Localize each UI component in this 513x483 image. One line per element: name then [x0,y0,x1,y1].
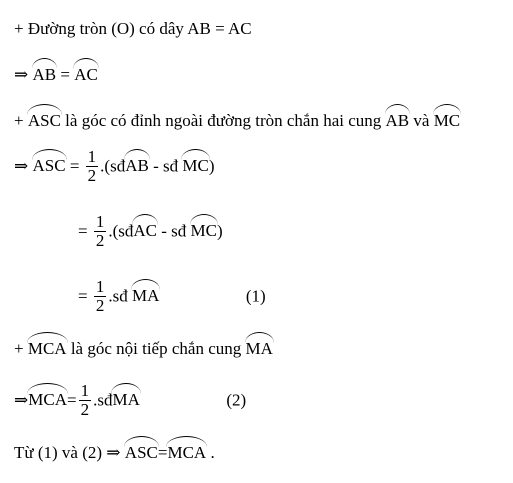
plus-symbol: + [14,339,24,358]
implies-symbol: ⇒ [14,156,29,176]
line-arc-equality [14,63,98,85]
line-substitute-ac [78,214,223,251]
angle-asc: ASC [32,156,66,176]
equals-sign: = [78,286,88,306]
fraction-numerator: 1 [80,381,90,400]
fraction-denominator: 2 [95,231,105,250]
arc-ab: AB [125,156,149,176]
implies-symbol: ⇒ [14,65,29,84]
arc-ac: AC [133,221,157,241]
fraction-numerator: 1 [95,277,105,296]
measure-open-text: .(sđ [100,156,126,176]
fraction-numerator: 1 [87,147,97,166]
equation-tag-1: (1) [245,286,266,306]
fraction-one-half [94,278,107,315]
period: . [210,443,215,462]
equation-tag-2: (2) [226,390,247,410]
equals-sign: = [78,221,88,241]
measure-minus-text: - sđ [153,156,179,176]
line-angle-mca-description [14,337,273,359]
fraction-numerator: 1 [95,212,105,231]
line-asc-formula [14,149,215,186]
fraction-one-half [86,148,99,185]
equals-sign: = [69,156,80,176]
implies-symbol: ⇒ [14,390,29,410]
line-chord-statement [14,19,252,39]
chord-statement-text: + Đường tròn (O) có dây AB = AC [14,19,252,38]
description-text: là góc có đỉnh ngoài đường tròn chắn hai cung [65,111,382,130]
angle-asc: ASC [124,443,158,462]
equals-sign: = [157,443,168,462]
arc-mc: MC [182,156,209,176]
fraction-denominator: 2 [80,400,90,419]
line-result-1 [78,279,266,316]
angle-mca: MCA [27,339,67,358]
angle-mca: MCA [28,390,67,410]
measure-minus-text: - sđ [161,221,187,241]
close-paren: ) [208,156,215,176]
line-result-2 [14,383,246,420]
fraction-denominator: 2 [95,296,105,315]
measure-text: .sđ [108,286,128,306]
equals-sign: = [66,390,77,410]
arc-ac: AC [74,65,98,84]
conjunction-text: và [413,111,430,130]
arc-ma: MA [245,339,273,358]
arc-mc: MC [190,221,217,241]
line-angle-asc-description [14,109,460,131]
fraction-one-half [94,213,107,250]
close-paren: ) [217,221,223,241]
description-text: là góc nội tiếp chắn cung [70,339,242,358]
measure-open-text: .(sđ [108,221,134,241]
conclusion-text: Từ (1) và (2) ⇒ [14,443,121,462]
plus-symbol: + [14,111,24,130]
arc-mc: MC [433,111,461,130]
arc-ab: AB [385,111,410,130]
angle-asc: ASC [27,111,61,130]
angle-mca: MCA [167,443,207,462]
arc-ab: AB [32,65,57,84]
line-conclusion [14,441,215,463]
equals-sign: = [60,65,70,84]
arc-ma: MA [131,286,160,306]
measure-text: .sđ [93,390,113,410]
arc-ma: MA [112,390,140,410]
fraction-one-half [79,382,92,419]
fraction-denominator: 2 [87,166,97,185]
